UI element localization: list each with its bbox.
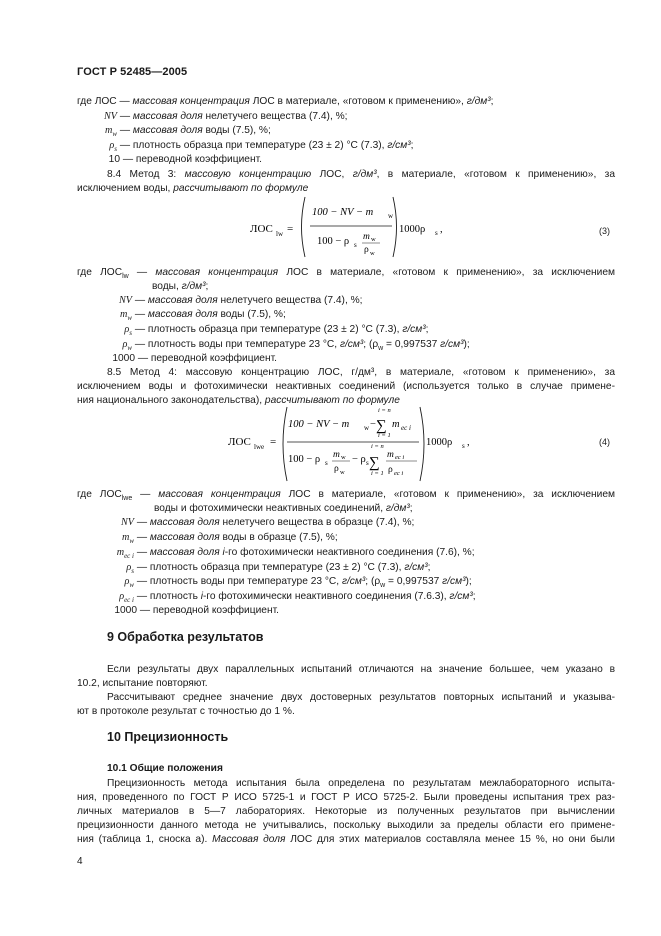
legend-line: 1000 — переводной коэффициент. [114, 605, 279, 616]
svg-text:∑: ∑ [369, 455, 380, 471]
svg-text:m: m [392, 419, 400, 430]
paragraph-line: личных материалов в 5—7 лабораториях. Некоторые из полученных результатов при вычислении [77, 806, 615, 817]
svg-text:ρ: ρ [334, 464, 339, 474]
paren-left [302, 197, 306, 257]
legend-line: $\rho_s$ — плотность образца при температуре (23 ± 2) °C (7.3), г/см³; [126, 562, 431, 576]
legend-line: $\rho_s$ — плотность образца при температуре (23 ± 2) °C (7.3), г/см³; [124, 324, 429, 338]
formula-3 [250, 193, 450, 261]
equation-number: (4) [599, 437, 610, 447]
svg-text:,: , [440, 224, 443, 235]
legend-line: NV — массовая доля нелетучего вещества (7.4), %; [103, 111, 348, 122]
paren-left [283, 407, 287, 481]
paragraph-line: 10.2, испытание повторяют. [77, 678, 208, 689]
svg-text:m: m [363, 232, 370, 242]
section-heading: 10 Прецизионность [107, 730, 229, 744]
svg-text:∑: ∑ [376, 418, 387, 434]
svg-text:− ρ: − ρ [352, 454, 366, 465]
svg-text:=: = [287, 223, 294, 235]
svg-text:ec i: ec i [395, 454, 405, 461]
svg-text:m: m [333, 450, 340, 460]
legend-line: $m_w$ — массовая доля воды (7.5), %; [119, 309, 286, 323]
legend-line: где ЛОС — массовая концентрация ЛОС в материале, «готовом к применению», г/дм³; [77, 96, 494, 107]
paragraph-line: ния (таблица 1, сноска а). Массовая доля ЛОС для этих материалов составляла менее 15 %, но они были [77, 834, 615, 845]
svg-text:w: w [341, 454, 346, 461]
denominator: 100 − ρ [317, 236, 350, 247]
svg-text:i = n: i = n [371, 443, 384, 450]
svg-text:−: − [370, 419, 376, 430]
page-number: 4 [77, 856, 83, 867]
svg-text:1000ρ: 1000ρ [399, 224, 426, 235]
paragraph-line: Рассчитывают среднее значение двух достоверных результатов повторных испытаний и указыва- [107, 692, 615, 703]
formula-lhs: ЛОС [250, 223, 273, 235]
svg-text:1000ρ: 1000ρ [426, 437, 453, 448]
legend-line: NV — массовая доля нелетучего вещества (7.4), %; [118, 295, 363, 306]
svg-text:ρ: ρ [364, 245, 369, 255]
document-header: ГОСТ Р 52485—2005 [77, 66, 188, 78]
svg-text:w: w [388, 212, 394, 220]
paragraph-line: ния национального законодательства), рассчитывают по формуле [77, 395, 400, 406]
legend-line: $\rho_{ec i}$ — плотность i-го фотохимически неактивного соединения (7.6.3), г/см³; [119, 591, 476, 605]
legend-line: $m_{ec i}$ — массовая доля i-го фотохимически неактивного соединения (7.6), %; [116, 547, 475, 561]
paragraph-line: ют в протоколе результат с точностью до 1 %. [77, 706, 295, 717]
paragraph-line: исключением воды и фотохимически неактивных соединений (используется только в случае примене- [77, 381, 615, 392]
svg-text:i = 1: i = 1 [378, 432, 391, 439]
svg-text:ec i: ec i [394, 470, 404, 477]
legend-line: $\rho_w$ — плотность воды при температуре 23 °C, г/см³; ($\rho_w = 0,997537$ г/см³); [124, 576, 472, 590]
svg-text:w: w [370, 250, 375, 257]
numerator: 100 − NV − m [312, 207, 374, 218]
svg-text:w: w [364, 424, 370, 432]
legend-line: $m_w$ — массовая доля воды в образце (7.5), %; [121, 532, 338, 546]
legend-line: воды, г/дм³; [152, 281, 209, 292]
paren-right [420, 407, 424, 481]
paragraph-line: ния, проведенного по ГОСТ Р ИСО 5725-1 и ГОСТ Р ИСО 5725-2. Были проведены испытания трех раз- [77, 792, 615, 803]
svg-text:s: s [366, 459, 369, 467]
paren-right [393, 197, 397, 257]
legend-line: $\rho_w$ — плотность воды при температуре 23 °C, г/см³; ($\rho_w = 0,997537$ г/см³); [122, 339, 470, 353]
svg-text:lw: lw [276, 230, 283, 238]
paragraph-line: Прецизионность метода испытания была определена по результатам межлабораторного испыта- [107, 778, 615, 789]
denominator: 100 − ρ [288, 454, 321, 465]
legend-line: где $ЛОС_{lwe}$ — массовая концентрация ЛОС в материале, «готовом к применению», за исключением [77, 489, 615, 503]
formula-4 [228, 405, 478, 485]
svg-text:ρ: ρ [388, 465, 393, 475]
svg-text:s: s [325, 459, 328, 467]
paragraph-line: Если результаты двух параллельных испытаний отличаются на значение большее, чем указано в [107, 664, 615, 675]
legend-line: NV — массовая доля нелетучего вещества в образце (7.4), %; [120, 517, 415, 528]
section-heading: 9 Обработка результатов [107, 630, 264, 644]
svg-text:lwe: lwe [254, 443, 265, 451]
svg-text:,: , [467, 437, 470, 448]
paragraph-line: 8.4 Метод 3: массовую концентрацию ЛОС, г/дм³, в материале, «готовом к применению», за [107, 169, 615, 180]
legend-line: воды и фотохимически неактивных соединений, г/дм³; [154, 503, 413, 514]
svg-text:s: s [462, 442, 465, 450]
svg-text:i = 1: i = 1 [371, 470, 384, 477]
svg-text:w: w [371, 236, 376, 243]
legend-line: $\rho_s$ — плотность образца при температуре (23 ± 2) °C (7.3), г/см³; [109, 140, 414, 154]
svg-text:ec i: ec i [401, 424, 411, 432]
legend-line: 1000 — переводной коэффициент. [112, 353, 277, 364]
legend-line: где $ЛОС_{lw}$ — массовая концентрация ЛОС в материале, «готовом к применению», за исключением [77, 267, 615, 281]
numerator: 100 − NV − m [288, 419, 350, 430]
paragraph-line: прецизионности данного метода не учитывались, поскольку выходили за пределы области его примене- [77, 820, 615, 831]
svg-text:i = n: i = n [378, 407, 391, 414]
legend-line: $m_w$ — массовая доля воды (7.5), %; [104, 125, 271, 139]
legend-line: 10 — переводной коэффициент. [108, 154, 262, 165]
svg-text:m: m [387, 450, 394, 460]
equation-number: (3) [599, 226, 610, 236]
paragraph-line: исключением воды, рассчитывают по формуле [77, 183, 309, 194]
svg-text:s: s [354, 241, 357, 249]
svg-text:=: = [270, 436, 277, 448]
formula-lhs: ЛОС [228, 436, 251, 448]
svg-text:s: s [435, 229, 438, 237]
svg-text:w: w [340, 469, 345, 476]
paragraph-line: 8.5 Метод 4: массовую концентрацию ЛОС, г/дм³, в материале, «готовом к применению», за [107, 367, 615, 378]
subsection-heading: 10.1 Общие положения [107, 763, 223, 774]
